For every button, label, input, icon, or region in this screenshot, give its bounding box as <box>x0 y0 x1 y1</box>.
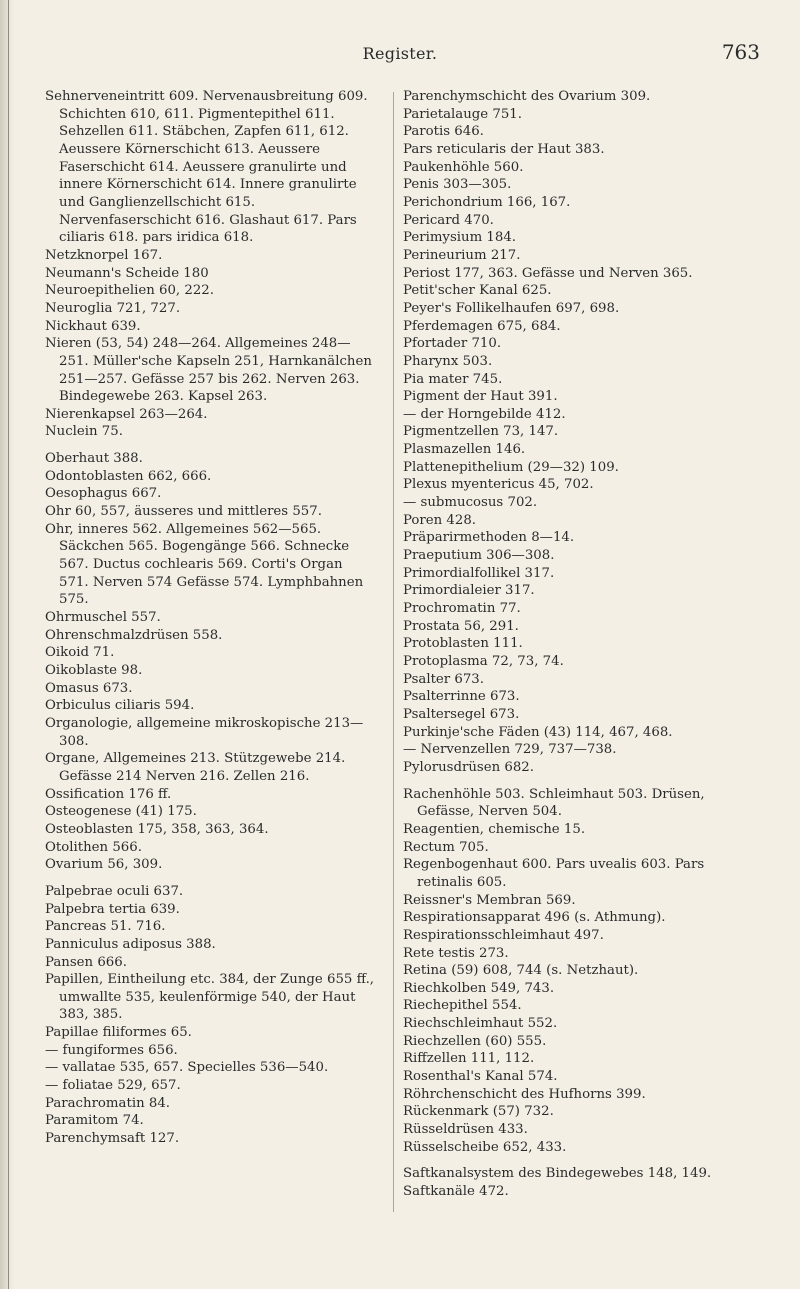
index-entry: Oikoblaste 98. <box>45 663 143 678</box>
index-entry: Plattenepithelium (29—32) 109. <box>403 459 619 475</box>
index-entry: Parietalauge 751. <box>403 106 522 122</box>
index-entry: — foliatae 529, 657. <box>45 1078 181 1094</box>
index-entry: Oikoid 71. <box>45 645 115 661</box>
binding-rule <box>8 0 9 1289</box>
index-entry: Pfortader 710. <box>403 336 502 352</box>
index-entry: Pigmentzellen 73, 147. <box>403 424 559 440</box>
index-entry: Pansen 666. <box>45 954 127 970</box>
index-entry: Psaltersegel 673. <box>403 706 520 722</box>
index-entry: Psalterrinne 673. <box>403 689 520 705</box>
index-entry: Perineurium 217. <box>403 247 521 263</box>
index-entry: Paukenhöhle 560. <box>403 159 524 175</box>
index-entry: Rüsselscheibe 652, 433. <box>403 1139 567 1155</box>
index-entry: Oesophagus 667. <box>45 486 162 502</box>
index-entry: Panniculus adiposus 388. <box>45 936 216 952</box>
index-column-left <box>45 88 375 1148</box>
index-entry: Parenchymsaft 127. <box>45 1131 180 1147</box>
index-entry: Rückenmark (57) 732. <box>403 1104 554 1120</box>
index-entry: Riechzellen (60) 555. <box>403 1033 547 1049</box>
index-entry: Nierenkapsel 263—264. <box>45 406 208 422</box>
index-entry: Ohrenschmalzdrüsen 558. <box>45 627 223 643</box>
index-entry: Praeputium 306—308. <box>403 548 555 564</box>
index-entry: Parachromatin 84. <box>45 1095 171 1111</box>
index-entry: Nieren (53, 54) 248—264. Allgemeines 248—251. Müller'sche Kapseln 251, Harnkanälchen 251—257. Gefässe 257 bis 262. Nerven 263. Bindegewebe 263. Kapsel 263. <box>45 336 372 405</box>
binding-shadow <box>0 0 14 1289</box>
index-entry: Omasus 673. <box>45 680 133 696</box>
index-entry: Nuclein 75. <box>45 424 123 440</box>
index-entry: Oberhaut 388. <box>45 451 143 467</box>
index-entry: Primordialeier 317. <box>403 583 535 599</box>
index-entry: — Nervenzellen 729, 737—738. <box>403 742 617 758</box>
index-entry: Odontoblasten 662, 666. <box>45 468 212 484</box>
index-entry: Peyer's Follikelhaufen 697, 698. <box>403 300 620 316</box>
index-entry: Präparirmethoden 8—14. <box>403 530 575 546</box>
index-entry: Perimysium 184. <box>403 230 517 246</box>
index-entry: Ohrmuschel 557. <box>45 610 161 626</box>
index-entry: Pars reticularis der Haut 383. <box>403 141 605 157</box>
index-entry: Purkinje'sche Fäden (43) 114, 467, 468. <box>403 724 673 740</box>
index-entry: Penis 303—305. <box>403 177 512 193</box>
index-column-right <box>403 88 758 1201</box>
index-entry: — vallatae 535, 657. Specielles 536—540. <box>45 1060 329 1076</box>
index-entry: Plasmazellen 146. <box>403 442 526 458</box>
index-entry: Pericard 470. <box>403 212 494 228</box>
index-entry: Röhrchenschicht des Hufhorns 399. <box>403 1086 646 1102</box>
index-entry: Retina (59) 608, 744 (s. Netzhaut). <box>403 963 639 979</box>
index-entry: Protoplasma 72, 73, 74. <box>403 654 564 669</box>
index-entry: Psalter 673. <box>403 671 484 687</box>
index-entry: Saftkanalsystem des Bindegewebes 148, 149. <box>403 1166 712 1182</box>
index-entry: Plexus myentericus 45, 702. <box>403 477 594 493</box>
index-entry: — der Horngebilde 412. <box>403 406 566 422</box>
index-entry: Organologie, allgemeine mikroskopische 213—308. <box>45 715 364 749</box>
index-entry: Neuroepithelien 60, 222. <box>45 283 214 299</box>
index-entry: Pharynx 503. <box>403 353 493 369</box>
index-entry: Pferdemagen 675, 684. <box>403 318 561 334</box>
index-entry: Respirationsschleimhaut 497. <box>403 927 604 943</box>
index-entry: Palpebrae oculi 637. <box>45 883 184 899</box>
index-entry: Ohr 60, 557, äusseres und mittleres 557. <box>45 504 322 520</box>
index-entry: Prostata 56, 291. <box>403 618 519 634</box>
index-entry: Riechkolben 549, 743. <box>403 980 555 996</box>
index-entry: Osteoblasten 175, 358, 363, 364. <box>45 821 269 837</box>
index-entry: Otolithen 566. <box>45 839 142 855</box>
index-entry: Papillen, Eintheilung etc. 384, der Zunge 655 ff., umwallte 535, keulenförmige 540, der Haut 383, 385. <box>45 972 375 1023</box>
index-entry: Riechepithel 554. <box>403 998 522 1014</box>
index-entry: Rectum 705. <box>403 839 489 855</box>
index-entry: Palpebra tertia 639. <box>45 901 180 917</box>
index-entry: Parotis 646. <box>403 124 484 140</box>
index-entry: Regenbogenhaut 600. Pars uvealis 603. Pars retinalis 605. <box>403 857 705 890</box>
index-entry: Reagentien, chemische 15. <box>403 821 586 837</box>
index-entry: Pancreas 51. 716. <box>45 919 166 935</box>
index-entry: Neuroglia 721, 727. <box>45 300 181 316</box>
index-entry: Poren 428. <box>403 512 477 528</box>
page-header <box>0 40 800 70</box>
index-entry: Parenchymschicht des Ovarium 309. <box>403 89 651 104</box>
index-entry: Saftkanäle 472. <box>403 1184 509 1200</box>
index-entry: Ovarium 56, 309. <box>45 857 163 873</box>
index-entry: Periost 177, 363. Gefässe und Nerven 365. <box>403 265 693 281</box>
index-entry: Riffzellen 111, 112. <box>403 1051 535 1067</box>
index-entry: Rachenhöhle 503. Schleimhaut 503. Drüsen, Gefässe, Nerven 504. <box>403 786 705 820</box>
column-divider <box>393 92 394 1212</box>
index-entry: Petit'scher Kanal 625. <box>403 283 552 299</box>
index-entry: Neumann's Scheide 180 <box>45 265 209 281</box>
index-entry: Reissner's Membran 569. <box>403 892 576 908</box>
index-entry: Paramitom 74. <box>45 1113 144 1129</box>
index-entry: Riechschleimhaut 552. <box>403 1016 558 1032</box>
page-number: 763 <box>721 40 760 64</box>
page-title: Register. <box>362 44 438 63</box>
index-entry: Protoblasten 111. <box>403 636 523 652</box>
index-entry: — fungiformes 656. <box>45 1042 178 1058</box>
index-entry: Pia mater 745. <box>403 371 503 387</box>
index-entry: Prochromatin 77. <box>403 601 521 617</box>
index-entry: Organe, Allgemeines 213. Stützgewebe 214. Gefässe 214 Nerven 216. Zellen 216. <box>45 751 346 784</box>
index-entry: Ossification 176 ff. <box>45 786 172 802</box>
index-entry: Papillae filiformes 65. <box>45 1025 192 1041</box>
index-entry: — submucosus 702. <box>403 495 538 511</box>
index-entry: Rosenthal's Kanal 574. <box>403 1069 558 1085</box>
index-entry: Respirationsapparat 496 (s. Athmung). <box>403 910 666 926</box>
index-entry: Perichondrium 166, 167. <box>403 194 571 210</box>
index-entry: Pigment der Haut 391. <box>403 389 558 405</box>
index-entry: Primordialfollikel 317. <box>403 565 555 581</box>
index-entry: Pylorusdrüsen 682. <box>403 759 534 775</box>
index-entry: Rete testis 273. <box>403 945 509 961</box>
index-entry: Netzknorpel 167. <box>45 247 163 263</box>
index-entry: Ohr, inneres 562. Allgemeines 562—565. Säckchen 565. Bogengänge 566. Schnecke 567. Ductus cochlearis 569. Corti's Organ 571. Nerven 574 Gefässe 574. Lymphbahnen 575. <box>45 521 364 608</box>
index-entry: Sehnerveneintritt 609. Nervenausbreitung 609. Schichten 610, 611. Pigmentepithel 611. Sehzellen 611. Stäbchen, Zapfen 611, 612. Aeussere Körnerschicht 613. Aeussere Faserschicht 614. Aeussere granulirte und innere Körnerschicht 614. Innere granulirte und Ganglienzellschicht 615. Nervenfaserschicht 616. Glashaut 617. Pars ciliaris 618. pars iridica 618. <box>45 89 368 246</box>
index-entry: Osteogenese (41) 175. <box>45 804 197 820</box>
index-entry: Orbiculus ciliaris 594. <box>45 698 195 714</box>
index-entry: Rüsseldrüsen 433. <box>403 1122 528 1138</box>
index-entry: Nickhaut 639. <box>45 318 141 334</box>
